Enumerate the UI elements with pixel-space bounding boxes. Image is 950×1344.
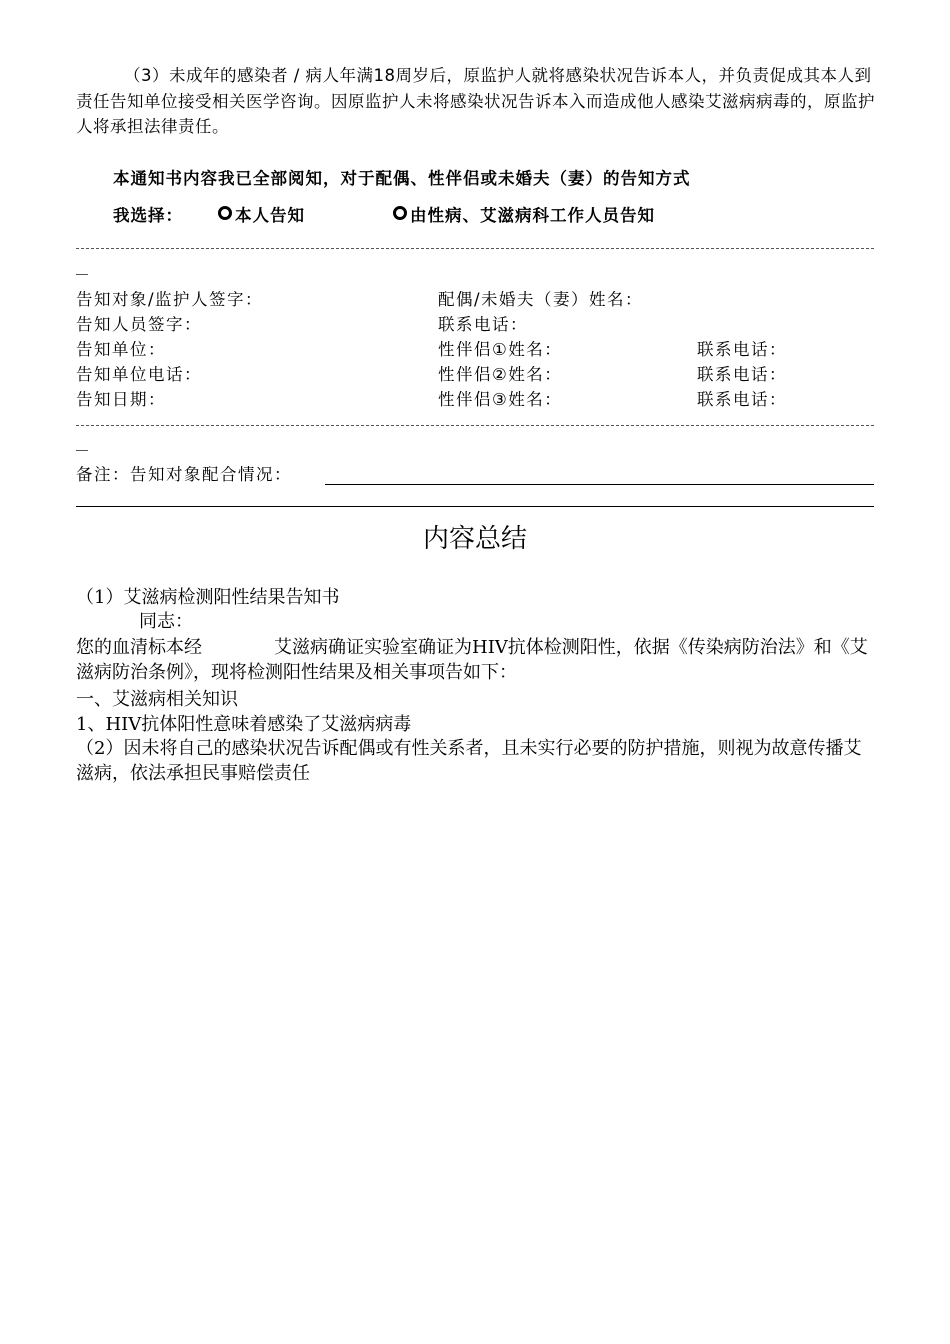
field-partner-2-name: 性伴侣②姓名：	[438, 365, 563, 384]
remark-fill-line[interactable]	[325, 484, 874, 485]
acknowledge-text: 本通知书内容我已全部阅知，对于配偶、性伴侣或未婚夫（妻）的告知方式	[113, 169, 691, 188]
option-staff[interactable]	[393, 202, 655, 226]
option-self[interactable]	[218, 202, 305, 226]
option-staff-label: 由性病、艾滋病科工作人员告知	[410, 206, 655, 225]
summary-line-3: 您的血清标本经 艾滋病确证实验室确证为HIV抗体检测阳性，依据《传染病防治法》和《艾滋病防治条例》，现将检测阳性结果及相关事项告如下：	[76, 637, 868, 683]
field-partner-1-name: 性伴侣①姓名：	[438, 340, 563, 359]
field-spouse-phone: 联系电话：	[438, 315, 528, 334]
field-unit: 告知单位：	[76, 340, 166, 359]
dashed-separator-tail	[76, 274, 88, 275]
choose-label: 我选择：	[113, 206, 183, 225]
field-partner-3-phone: 联系电话：	[697, 390, 787, 409]
summary-title: 内容总结	[422, 524, 527, 554]
summary-line-4: 一、艾滋病相关知识	[76, 689, 238, 710]
field-date: 告知日期：	[76, 390, 166, 409]
summary-line-2: 同志：	[139, 611, 193, 632]
field-signature-staff: 告知人员签字：	[76, 315, 202, 334]
radio-icon[interactable]	[393, 206, 407, 220]
summary-line-6: （2）因未将自己的感染状况告诉配偶或有性关系者，且未实行必要的防护措施，则视为故意传播艾滋病，依法承担民事赔偿责任	[76, 738, 862, 784]
field-partner-2-phone: 联系电话：	[697, 365, 787, 384]
dashed-separator	[76, 248, 874, 249]
summary-line-1: （1）艾滋病检测阳性结果告知书	[76, 587, 340, 608]
field-partner-3-name: 性伴侣③姓名：	[438, 390, 563, 409]
field-spouse-name: 配偶/未婚夫（妻）姓名：	[438, 290, 644, 309]
remark-label: 备注：告知对象配合情况：	[76, 465, 292, 484]
horizontal-rule	[76, 506, 874, 507]
dashed-separator-tail	[76, 450, 88, 451]
summary-line-5: 1、HIV抗体阳性意味着感染了艾滋病病毒	[76, 714, 412, 735]
field-unit-phone: 告知单位电话：	[76, 365, 202, 384]
field-signature-target: 告知对象/监护人签字：	[76, 290, 264, 309]
option-self-label: 本人告知	[235, 206, 305, 225]
paragraph-3: （3）未成年的感染者 / 病人年满18周岁后，原监护人就将感染状况告诉本人，并负责促成其本人到责任告知单位接受相关医学咨询。因原监护人未将感染状况告诉本入而造成他人感染艾滋病病毒的，原监护人将承担法律责任。	[76, 66, 875, 136]
field-partner-1-phone: 联系电话：	[697, 340, 787, 359]
radio-icon[interactable]	[218, 206, 232, 220]
dashed-separator	[76, 425, 874, 426]
